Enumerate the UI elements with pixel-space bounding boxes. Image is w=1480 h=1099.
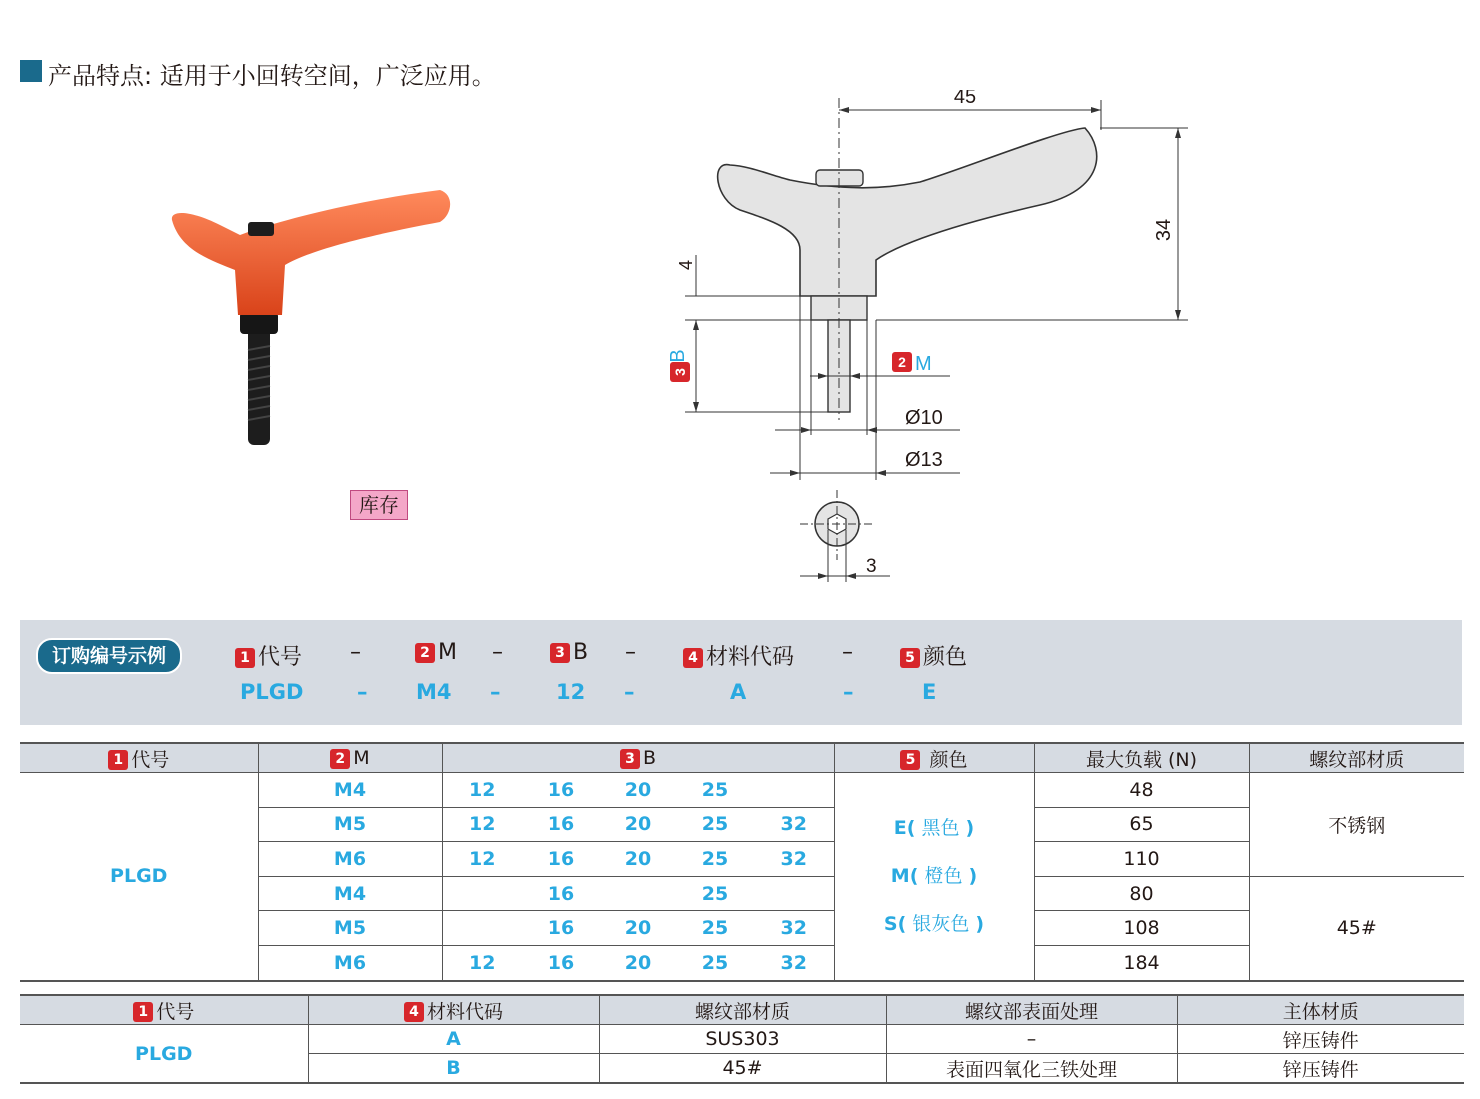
table-row: M5 12 16 20 25 32 65	[20, 807, 1464, 842]
table-row: PLGD M4 12 16 20 25 E( 黑色 ) M( 橙色 ) S( 银灰色 ) 48 不锈钢	[20, 773, 1464, 808]
col-body-material: 主体材质	[1177, 995, 1464, 1025]
col-m: 2 M	[258, 743, 442, 773]
material-table	[20, 994, 1464, 1084]
code-cell: PLGD	[20, 773, 258, 981]
table-row: M4 16 25 80 45#	[20, 876, 1464, 911]
order-dash: –	[492, 640, 503, 665]
dim-4-label: 4	[676, 259, 696, 271]
order-dash: –	[842, 640, 853, 665]
table-row: M5 16 20 25 32 108	[20, 911, 1464, 946]
order-dash-value: –	[624, 680, 635, 704]
feature-text: 产品特点: 适用于小回转空间，广泛应用。	[48, 62, 496, 90]
order-header-material: 4 材料代码	[683, 640, 794, 671]
col-thread-material: 螺纹部材质	[1249, 743, 1464, 773]
order-value-m: M4	[416, 680, 452, 704]
material-cell: 45#	[1249, 876, 1464, 980]
dim-d13-label: Ø13	[905, 449, 943, 471]
badge-2-drawing: 2	[898, 354, 906, 370]
col-thread-material: 螺纹部材质	[599, 995, 886, 1025]
col-material-code: 4 材料代码	[308, 995, 599, 1025]
col-code: 1 代号	[20, 995, 308, 1025]
order-header-b: 3 B	[550, 640, 588, 665]
dim-width-label: 45	[953, 90, 977, 108]
order-dash: –	[350, 640, 361, 665]
order-dash-value: –	[357, 680, 368, 704]
col-b: 3 B	[442, 743, 834, 773]
technical-drawing	[660, 90, 1220, 590]
section-marker-icon	[20, 60, 42, 82]
order-value-material: A	[730, 680, 747, 704]
order-header-color: 5 颜色	[900, 640, 967, 671]
color-options-cell: E( 黑色 ) M( 橙色 ) S( 银灰色 )	[834, 773, 1034, 981]
code-cell: PLGD	[20, 1025, 308, 1084]
col-color: 5 颜色	[834, 743, 1034, 773]
table-row: PLGD A SUS303 – 锌压铸件	[20, 1025, 1464, 1054]
order-header-code: 1 代号	[235, 640, 302, 671]
order-value-code: PLGD	[240, 680, 304, 704]
material-cell: 不锈钢	[1249, 773, 1464, 877]
order-header-m: 2 M	[415, 640, 457, 665]
dim-height-label: 34	[1153, 218, 1175, 242]
dim-B-label: B	[667, 349, 689, 363]
order-value-b: 12	[556, 680, 586, 704]
order-value-color: E	[922, 680, 937, 704]
order-dash-value: –	[490, 680, 501, 704]
col-surface: 螺纹部表面处理	[886, 995, 1177, 1025]
table-row: B 45# 表面四氧化三铁处理 锌压铸件	[20, 1054, 1464, 1084]
order-example-title: 订购编号示例	[36, 638, 182, 674]
dim-3-label: 3	[866, 556, 877, 577]
table-row: M6 12 16 20 25 32 184	[20, 945, 1464, 980]
order-example-panel	[20, 620, 1462, 725]
product-photo	[160, 180, 460, 460]
table-row: M6 12 16 20 25 32 110	[20, 842, 1464, 877]
col-code: 1 代号	[20, 743, 258, 773]
stock-badge: 库存	[350, 490, 408, 520]
spec-table	[20, 742, 1464, 982]
col-load: 最大负载 (N)	[1034, 743, 1249, 773]
badge-3-drawing: 3	[672, 368, 688, 376]
order-dash-value: –	[843, 680, 854, 704]
order-dash: –	[625, 640, 636, 665]
dim-d10-label: Ø10	[905, 407, 943, 429]
dim-M-label: M	[915, 353, 932, 375]
